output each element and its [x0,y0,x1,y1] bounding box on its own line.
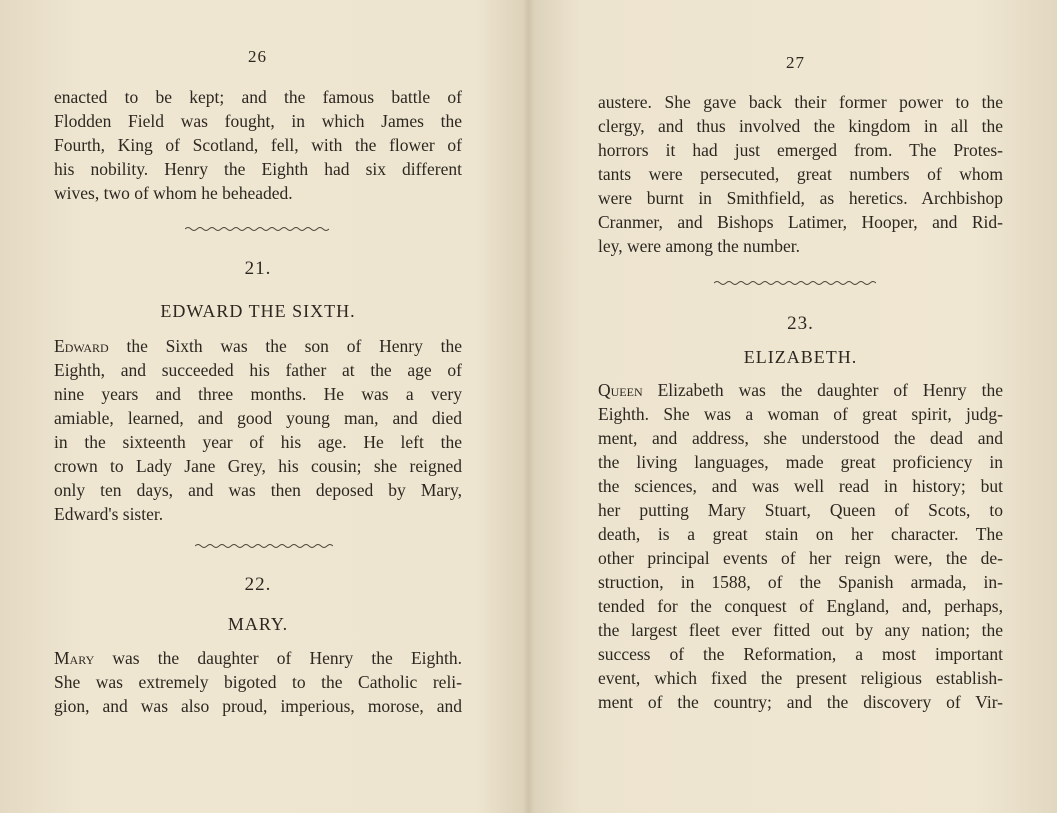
text-line: clergy, and thus involved the kingdom in all the [598,116,1003,136]
text-line: the sciences, and was well read in history; but [598,476,1003,496]
text-line: were burnt in Smithfield, as heretics. Archbishop [598,188,1003,208]
drop-word: Mary [54,648,95,668]
text-line: in the sixteenth year of his age. He left the [54,432,462,452]
page-number: 26 [248,47,267,66]
section-number: 23. [787,313,814,334]
drop-word: Edward [54,336,109,356]
text-line: wives, two of whom he beheaded. [54,183,293,203]
section-number: 21. [244,258,272,279]
text-line: Mary was the daughter of Henry the Eighth. [54,648,462,668]
text-line: nine years and three months. He was a very [54,384,462,404]
text-line: Eighth. She was a woman of great spirit, judg- [598,404,1003,424]
text-line: amiable, learned, and good young man, and died [54,408,462,428]
text-line: gion, and was also proud, imperious, morose, and [54,696,462,716]
text-line: austere. She gave back their former power to the [598,92,1003,112]
text-line: horrors it had just emerged from. The Protes- [598,140,1003,160]
text-line: other principal events of her reign were, the de- [598,548,1003,568]
text-line: ley, were among the number. [598,236,800,256]
text-line: the living languages, made great proficiency in [598,452,1003,472]
text-line: She was extremely bigoted to the Catholic reli- [54,672,462,692]
page-number: 27 [786,53,805,72]
text-line: his nobility. Henry the Eighth had six different [54,159,462,179]
text-line: Flodden Field was fought, in which James the [54,111,462,131]
text-line: enacted to be kept; and the famous battle of [54,87,462,107]
text-line: Cranmer, and Bishops Latimer, Hooper, and Rid- [598,212,1003,232]
drop-word: Queen [598,380,643,400]
text-line: ment of the country; and the discovery of Vir- [598,692,1003,712]
text-line: Fourth, King of Scotland, fell, with the flower of [54,135,462,155]
text-line: Queen Elizabeth was the daughter of Henry the [598,380,1003,400]
section-title: MARY. [227,614,289,634]
text-line: ment, and address, she understood the dead and [598,428,1003,448]
ornamental-rule [714,280,876,286]
ornamental-rule [185,226,331,232]
text-line: only ten days, and was then deposed by Mary, [54,480,462,500]
text-line: tended for the conquest of England, and, perhaps, [598,596,1003,616]
text-line: death, is a great stain on her character. The [598,524,1003,544]
text-line: event, which fixed the present religious establish- [598,668,1003,688]
right-page [528,0,1057,813]
section-number: 22. [244,574,272,595]
text-line: tants were persecuted, great numbers of whom [598,164,1003,184]
text-line: Edward the Sixth was the son of Henry the [54,336,462,356]
text-line: struction, in 1588, of the Spanish armada, in- [598,572,1003,592]
text-line: Edward's sister. [54,504,164,524]
text-line: Eighth, and succeeded his father at the age of [54,360,462,380]
section-title: ELIZABETH. [743,347,858,367]
ornamental-rule [195,543,333,549]
text-line: her putting Mary Stuart, Queen of Scots, to [598,500,1003,520]
section-title: EDWARD THE SIXTH. [160,301,356,321]
left-page [0,0,527,813]
text-line: crown to Lady Jane Grey, his cousin; she reigned [54,456,462,476]
text-line: the largest fleet ever fitted out by any nation; the [598,620,1003,640]
text-line: success of the Reformation, a most important [598,644,1003,664]
